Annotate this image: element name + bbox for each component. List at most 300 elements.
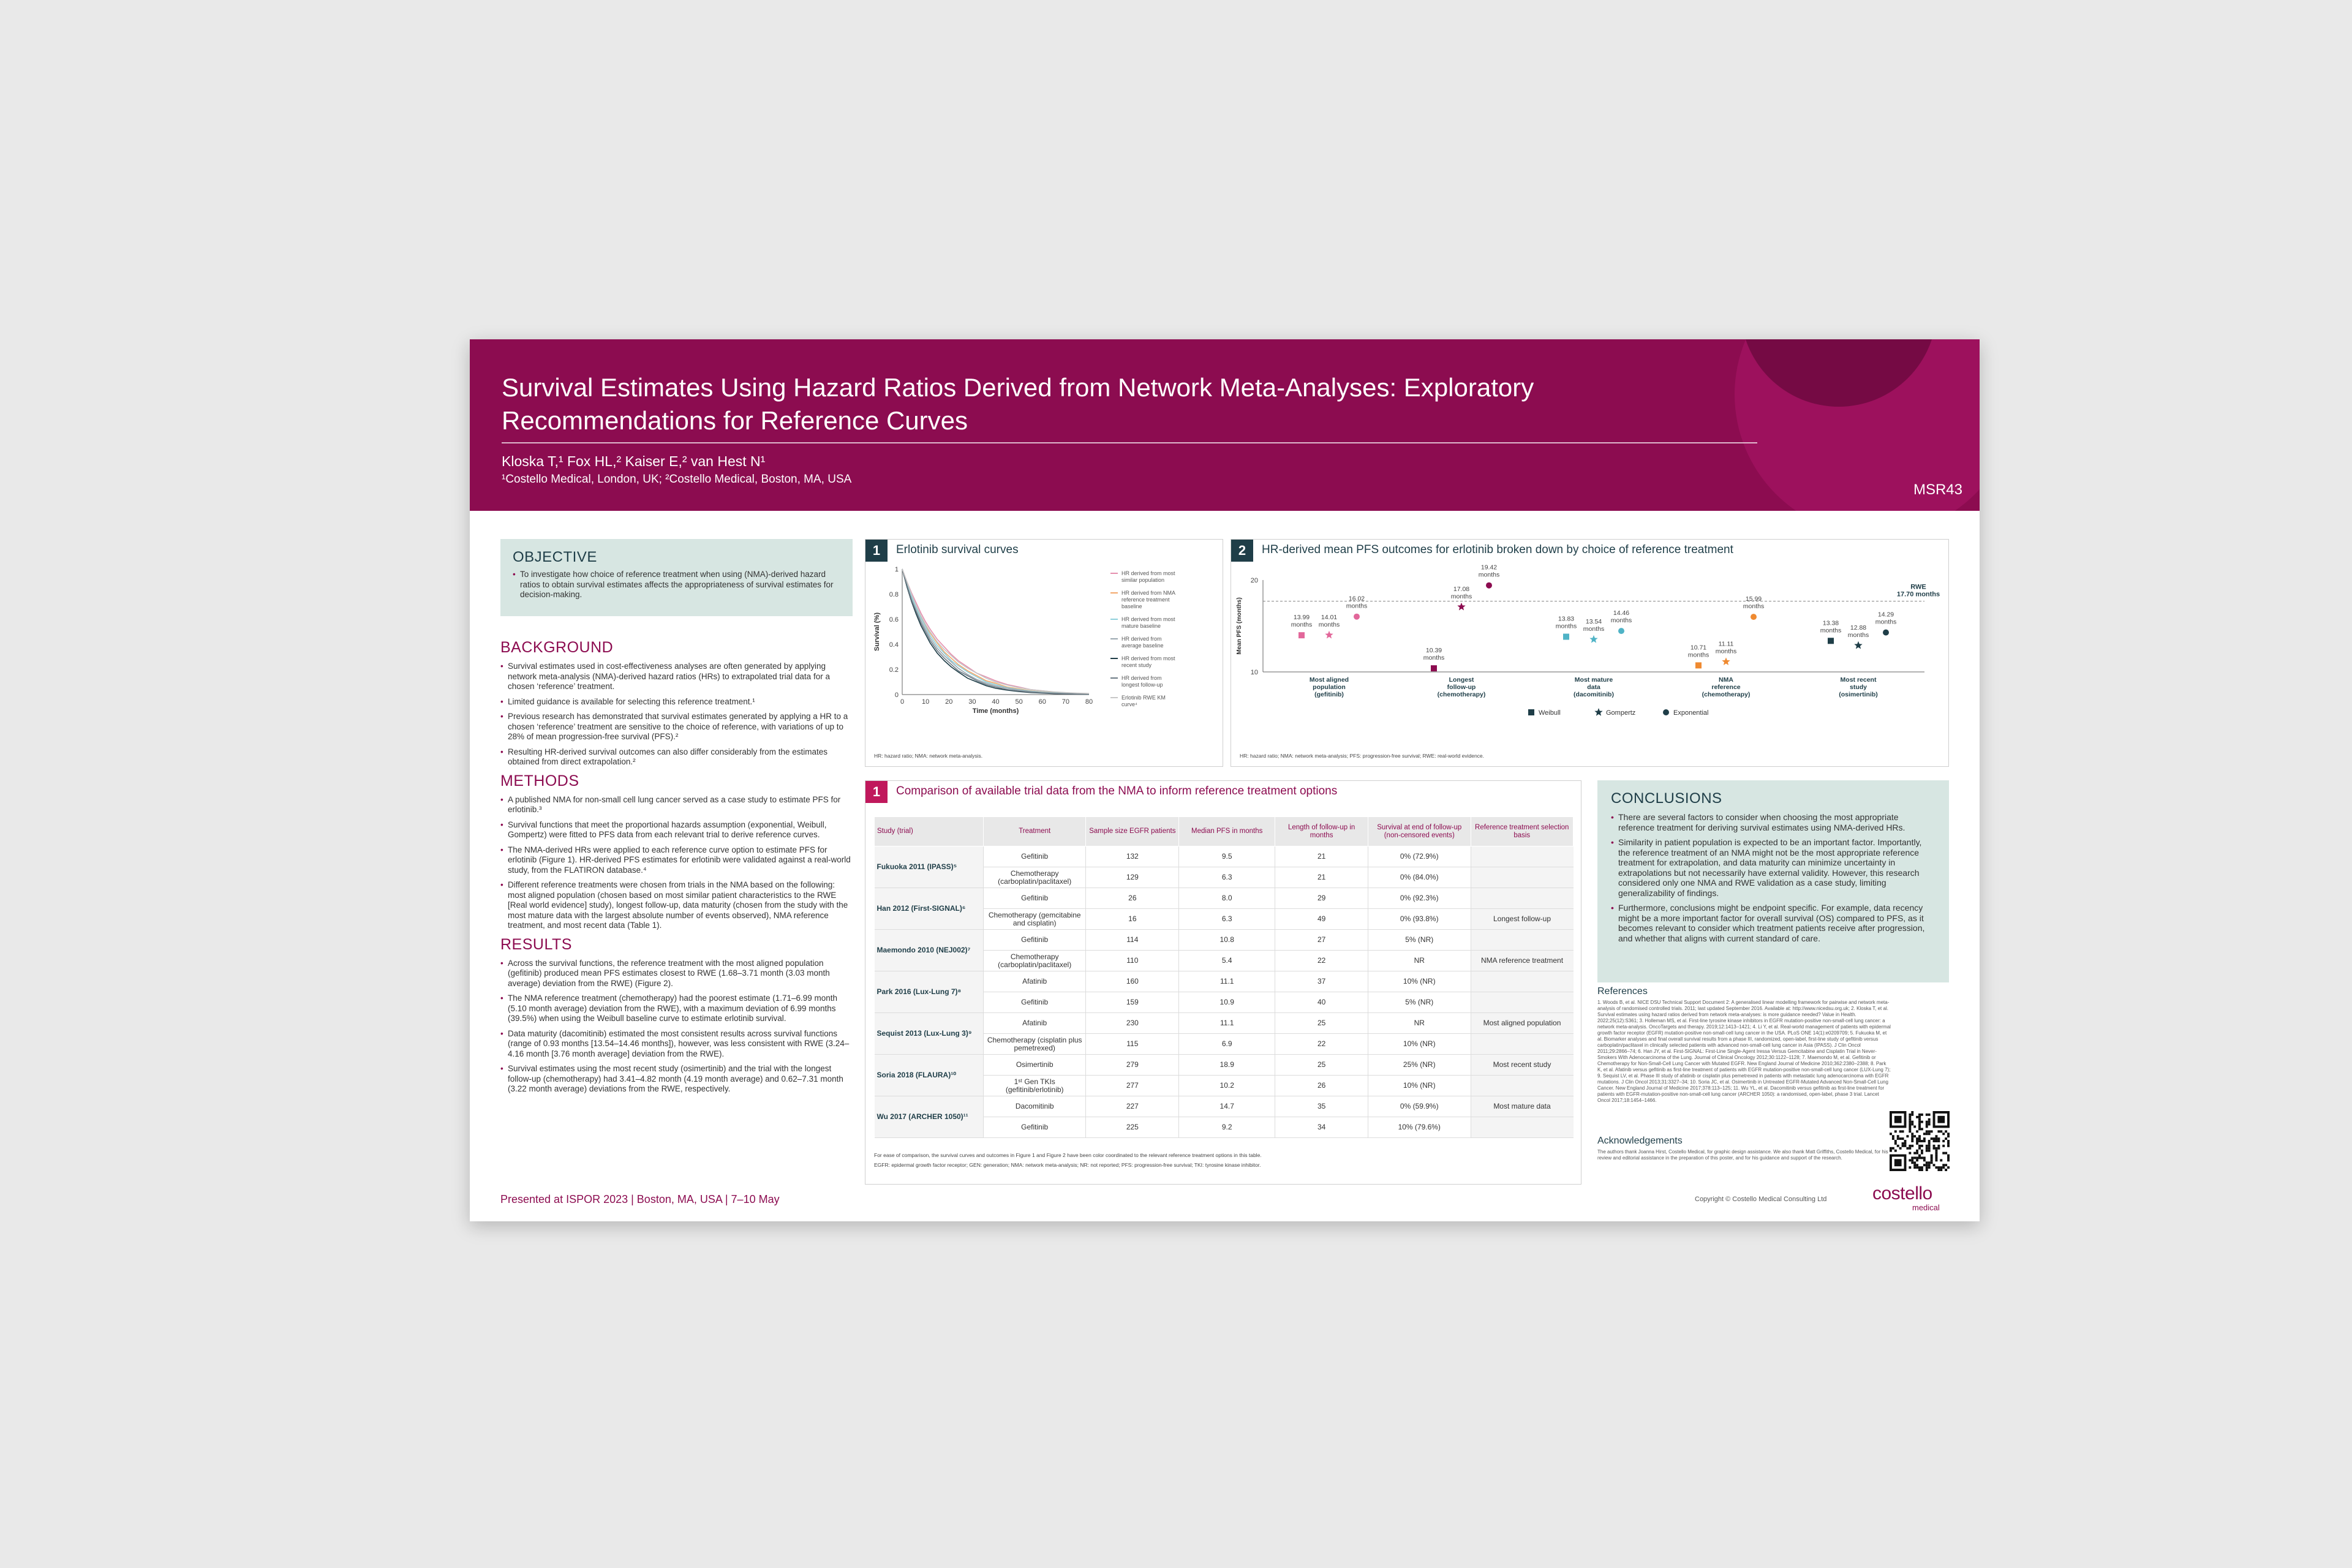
surv-cell: 5% (NR) <box>1368 992 1471 1013</box>
pfs-unit-label: months <box>1555 622 1577 630</box>
qr-module <box>1916 1137 1918 1140</box>
basis-cell: NMA reference treatment <box>1471 951 1574 971</box>
figure-2-footnote: HR: hazard ratio; NMA: network meta-analysis; PFS: progression-free survival; RWE: real-world evidence. <box>1240 753 1485 759</box>
qr-module <box>1916 1164 1918 1166</box>
qr-module <box>1928 1114 1931 1116</box>
pfs-point <box>1722 657 1730 665</box>
qr-module <box>1909 1130 1911 1133</box>
table-header: Survival at end of follow-up (non-censored events) <box>1368 817 1471 846</box>
pfs-value-label: 15.99 <box>1745 595 1762 603</box>
pfs-value-label: 10.39 <box>1425 647 1442 655</box>
legend-label: HR derived from most mature baseline <box>1121 616 1175 629</box>
category-label: data <box>1587 684 1600 691</box>
qr-module <box>1899 1130 1902 1133</box>
qr-module <box>1918 1156 1921 1159</box>
rwe-label: RWE <box>1910 583 1926 591</box>
qr-module <box>1911 1123 1913 1126</box>
qr-module <box>1897 1145 1899 1147</box>
table-row <box>875 1055 1574 1076</box>
pfs-value-label: 17.08 <box>1453 585 1470 593</box>
qr-module <box>1926 1126 1928 1128</box>
pfs-value-label: 19.42 <box>1480 564 1498 571</box>
qr-module <box>1916 1159 1918 1161</box>
qr-module <box>1916 1156 1918 1159</box>
table-row <box>875 888 1574 909</box>
methods-bullet: • A published NMA for non-small cell lung cancer served as a case study to estimate PFS for erlotinib.³ <box>500 795 853 815</box>
qr-module <box>1911 1114 1913 1116</box>
basis-cell <box>1471 992 1574 1013</box>
fu-cell: 29 <box>1275 888 1368 909</box>
surv-cell: 10% (NR) <box>1368 971 1471 992</box>
table-row <box>875 1096 1574 1117</box>
table-row <box>875 846 1574 867</box>
qr-module <box>1928 1161 1931 1164</box>
acknowledgements-heading: Acknowledgements <box>1597 1136 1683 1146</box>
x-tick-label: 50 <box>1015 698 1023 706</box>
qr-module <box>1911 1145 1913 1147</box>
qr-module <box>1926 1114 1928 1116</box>
qr-module <box>1894 1142 1897 1145</box>
qr-module <box>1911 1133 1913 1135</box>
category-label: (dacomitinib) <box>1574 691 1614 698</box>
qr-module <box>1928 1140 1931 1142</box>
fu-cell: 26 <box>1275 1076 1368 1096</box>
category-label: reference <box>1711 684 1741 691</box>
table-row <box>875 1013 1574 1034</box>
qr-module <box>1945 1164 1947 1166</box>
treatment-cell: Gefitinib <box>983 888 1085 909</box>
background-heading: BACKGROUND <box>500 639 614 656</box>
y-tick-label: 0.2 <box>889 666 899 674</box>
qr-module <box>1926 1164 1928 1166</box>
qr-module <box>1933 1147 1936 1150</box>
surv-cell: 25% (NR) <box>1368 1055 1471 1076</box>
qr-module <box>1945 1152 1947 1155</box>
objective-heading: OBJECTIVE <box>513 549 597 565</box>
y-tick-label: 10 <box>1250 669 1258 676</box>
qr-module <box>1894 1130 1897 1133</box>
n-cell: 227 <box>1086 1096 1179 1117</box>
conclusions-heading: CONCLUSIONS <box>1611 790 1722 807</box>
background-bullet: • Limited guidance is available for selecting this reference treatment.¹ <box>500 697 853 707</box>
qr-module <box>1904 1142 1907 1145</box>
x-tick-label: 80 <box>1085 698 1093 706</box>
study-cell: Fukuoka 2011 (IPASS)⁵ <box>875 846 984 888</box>
qr-module <box>1926 1161 1928 1164</box>
pfs-cell: 10.9 <box>1179 992 1275 1013</box>
pfs-value-label: 13.38 <box>1822 619 1839 627</box>
qr-module <box>1909 1145 1911 1147</box>
results-bullet: • Data maturity (dacomitinib) estimated the most consistent results across survival functions (range of 0.93 months [13.54–14.46 months]), however, was less consistent with RWE (3.24–4.16 month [3.76 month average] deviation from the RWE). <box>500 1029 853 1060</box>
fu-cell: 25 <box>1275 1013 1368 1034</box>
qr-module <box>1942 1140 1945 1142</box>
qr-module <box>1947 1166 1950 1169</box>
qr-module <box>1928 1130 1931 1133</box>
qr-module <box>1926 1121 1928 1123</box>
background-bullet: • Survival estimates used in cost-effectiveness analyses are often generated by applying network meta-analysis (NMA)-derived hazard ratios (HRs) to extrapolated trial data for a chosen ‘reference’ treatment. <box>500 662 853 692</box>
qr-module <box>1921 1166 1923 1169</box>
qr-module <box>1935 1137 1937 1140</box>
pfs-cell: 11.1 <box>1179 1013 1275 1034</box>
pfs-value-label: 13.99 <box>1293 614 1310 622</box>
conclusions-bullet: • Furthermore, conclusions might be endpoint specific. For example, data recency might be a more important factor for overall survival (OS) compared to PFS, as it becomes relevant to consider which treatment patients receive after progression, and whether that aligns with current standard of care. <box>1611 903 1936 943</box>
objective-box <box>500 539 853 616</box>
qr-module <box>1931 1156 1933 1159</box>
fu-cell: 37 <box>1275 971 1368 992</box>
basis-cell: Most mature data <box>1471 1096 1574 1117</box>
rwe-value-label: 17.70 months <box>1896 590 1940 598</box>
basis-cell <box>1471 1034 1574 1055</box>
basis-cell: Longest follow-up <box>1471 909 1574 930</box>
results-heading: RESULTS <box>500 935 572 953</box>
qr-module <box>1911 1121 1913 1123</box>
qr-module <box>1926 1150 1928 1152</box>
legend-label: HR derived from most similar population <box>1121 570 1175 583</box>
pfs-unit-label: months <box>1715 647 1737 655</box>
pfs-point <box>1298 632 1305 638</box>
pfs-point <box>1431 665 1437 671</box>
qr-module <box>1935 1140 1937 1142</box>
qr-module <box>1926 1166 1928 1169</box>
qr-module <box>1947 1145 1950 1147</box>
pfs-point <box>1854 641 1862 649</box>
qr-module <box>1945 1169 1947 1171</box>
pfs-cell: 9.2 <box>1179 1117 1275 1138</box>
figure-number-badge: 2 <box>1231 540 1253 562</box>
pfs-value-label: 10.71 <box>1690 644 1707 652</box>
qr-module <box>1918 1155 1921 1157</box>
qr-module <box>1909 1159 1911 1161</box>
category-label: follow-up <box>1447 684 1476 691</box>
qr-module <box>1916 1140 1918 1142</box>
legend-label: HR derived from longest follow-up <box>1121 675 1163 688</box>
qr-module <box>1926 1133 1928 1135</box>
category-label: (osimertinib) <box>1839 691 1878 698</box>
n-cell: 279 <box>1086 1055 1179 1076</box>
pfs-value-label: 13.54 <box>1585 617 1602 625</box>
figure-1-title: Erlotinib survival curves <box>896 543 1019 556</box>
pfs-point <box>1828 638 1834 644</box>
study-cell: Sequist 2013 (Lux-Lung 3)⁹ <box>875 1013 984 1055</box>
results-bullet: • The NMA reference treatment (chemotherapy) had the poorest estimate (1.71–6.99 month (5.10 month average) deviation from the RWE), with a maximum deviation of 6.99 months (39.5%) when using the Weibull baseline curve to estimate erlotinib survival. <box>500 993 853 1024</box>
figure-1-footnote: HR: hazard ratio; NMA: network meta-analysis. <box>874 753 983 759</box>
qr-module <box>1931 1137 1933 1140</box>
qr-module <box>1918 1145 1921 1147</box>
pfs-cell: 5.4 <box>1179 951 1275 971</box>
qr-module <box>1940 1159 1942 1161</box>
qr-module <box>1947 1156 1950 1159</box>
qr-module <box>1909 1123 1911 1126</box>
x-tick-label: 60 <box>1038 698 1046 706</box>
y-axis-label: Mean PFS (months) <box>1236 597 1243 655</box>
references-text: 1. Woods B, et al. NICE DSU Technical Support Document 2: A generalised linear modelling framework for pairwise and network meta-analysis of randomised controlled trials. 2011; last updated September 2016. Available at: http://www.nicedsu.org.uk; 2. Kloska T, et al. Survival estimates using hazard ratios derived from network meta-analyses: is more guidance needed? Value in Health. 2022;25(12):S361; 3. Holleman MS, et al. First-line tyrosine kinase inhibitors in EGFR mutation-positive non-small-cell lung cancer: a network meta-analysis. OncoTargets and therapy. 2019;12:1413–1421; 4. Li Y, et al. Real-world management of patients with epidermal growth factor receptor (EGFR) mutation-positive non-small-cell lung cancer in the USA. PLoS ONE 14(1):e0209709; 5. Fukuoka M, et al. Biomarker analyses and final overall survival results from a phase III, randomized, open-label, first-line study of gefitinib versus carboplatin/paclitaxel in clinically selected patients with advanced non-small-cell lung cancer in Asia (IPASS). J Clin Oncol 2011;29:2866–74; 6. Han JY, et al. First-SIGNAL: First-Line Single-Agent Iressa Versus Gemcitabine and Cisplatin Trial in Never-Smokers With Adenocarcinoma of the Lung. Journal of Clinical Oncology 2012;30:1122–1128; 7. Maemondo M, et al. Gefitinib or Chemotherapy for Non-Small-Cell Lung Cancer with Mutated EGFR. New England Journal of Medicine 2010;362:2380–2388; 8. Park K, et al. Afatinib versus gefitinib as first-line treatment of patients with EGFR mutation-positive non-small-cell lung cancer (LUX-Lung 7); 9. Sequist LV, et al. Phase III study of afatinib or cisplatin plus pemetrexed in patients with metastatic lung adenocarcinoma with EGFR mutations. J Clin Oncol 2013;31:3327–34; 10. Soria JC, et al. Osimertinib in Untreated EGFR-Mutated Advanced Non-Small-Cell Lung Cancer. New England Journal of Medicine 2017;378:113–125; 11. Wu YL, et al. Dacomitinib versus gefitinib as first-line treatment for patients with EGFR-mutation-positive non-small-cell lung cancer (ARCHER 1050): a randomised, open-label, phase 3 trial. Lancet Oncol 2017;18:1454–1466. <box>1597 1000 1891 1103</box>
pfs-cell: 10.2 <box>1179 1076 1275 1096</box>
qr-module <box>1916 1116 1918 1118</box>
qr-module <box>1890 1150 1892 1152</box>
qr-module <box>1918 1147 1921 1150</box>
qr-code-icon[interactable] <box>1890 1111 1950 1171</box>
qr-module <box>1918 1128 1921 1130</box>
basis-cell: Most aligned population <box>1471 1013 1574 1034</box>
qr-module <box>1909 1126 1911 1128</box>
qr-module <box>1916 1150 1918 1152</box>
background-bullet: • Resulting HR-derived survival outcomes can also differ considerably from the estimates obtained from direct extrapolation.² <box>500 747 853 767</box>
basis-cell <box>1471 971 1574 992</box>
x-tick-label: 20 <box>945 698 953 706</box>
basis-cell <box>1471 888 1574 909</box>
qr-module <box>1904 1145 1907 1147</box>
pfs-point <box>1589 635 1597 643</box>
n-cell: 160 <box>1086 971 1179 992</box>
y-tick-label: 0 <box>894 692 899 699</box>
qr-module <box>1913 1126 1916 1128</box>
treatment-cell: Gefitinib <box>983 846 1085 867</box>
qr-module <box>1892 1137 1894 1140</box>
left-column <box>500 636 853 1099</box>
fu-cell: 21 <box>1275 846 1368 867</box>
qr-module <box>1913 1156 1916 1159</box>
n-cell: 132 <box>1086 846 1179 867</box>
qr-module <box>1935 1135 1937 1137</box>
presented-at: Presented at ISPOR 2023 | Boston, MA, USA | 7–10 May <box>500 1193 780 1205</box>
qr-finder <box>1937 1116 1945 1123</box>
references-section <box>1597 986 1891 1104</box>
qr-module <box>1928 1121 1931 1123</box>
qr-module <box>1911 1159 1913 1161</box>
category-label: (gefitinib) <box>1314 691 1344 698</box>
qr-module <box>1913 1161 1916 1164</box>
surv-cell: 0% (59.9%) <box>1368 1096 1471 1117</box>
conclusions-bullet: • There are several factors to consider when choosing the most appropriate reference treatment for deriving survival estimates using NMA-derived HRs. <box>1611 812 1936 832</box>
costello-logo: costello <box>1872 1183 1932 1204</box>
pfs-unit-label: months <box>1291 621 1313 629</box>
pfs-point <box>1457 603 1465 611</box>
pfs-unit-label: months <box>1478 571 1500 579</box>
treatment-cell: Chemotherapy (cisplatin plus pemetrexed) <box>983 1034 1085 1055</box>
survival-curve-line <box>902 569 1089 693</box>
qr-module <box>1913 1166 1916 1169</box>
qr-module <box>1942 1164 1945 1166</box>
qr-module <box>1937 1169 1940 1171</box>
x-tick-label: 70 <box>1061 698 1069 706</box>
qr-module <box>1937 1145 1940 1147</box>
qr-module <box>1921 1169 1923 1171</box>
table-header: Length of follow-up in months <box>1275 817 1368 846</box>
basis-cell <box>1471 1076 1574 1096</box>
qr-module <box>1894 1140 1897 1142</box>
qr-module <box>1890 1147 1892 1150</box>
surv-cell: NR <box>1368 1013 1471 1034</box>
qr-module <box>1928 1150 1931 1152</box>
n-cell: 110 <box>1086 951 1179 971</box>
qr-module <box>1931 1159 1933 1161</box>
qr-module <box>1931 1155 1933 1157</box>
methods-heading: METHODS <box>500 772 579 790</box>
qr-module <box>1911 1156 1913 1159</box>
qr-module <box>1906 1135 1909 1137</box>
qr-module <box>1933 1164 1936 1166</box>
copyright: Copyright © Costello Medical Consulting Ltd <box>1695 1196 1827 1203</box>
treatment-cell: Chemotherapy (gemcitabine and cisplatin) <box>983 909 1085 930</box>
surv-cell: 0% (72.9%) <box>1368 846 1471 867</box>
qr-module <box>1909 1121 1911 1123</box>
treatment-cell: Gefitinib <box>983 992 1085 1013</box>
fu-cell: 49 <box>1275 909 1368 930</box>
qr-module <box>1940 1166 1942 1169</box>
x-axis-label: Time (months) <box>972 707 1019 715</box>
qr-module <box>1921 1152 1923 1155</box>
pfs-unit-label: months <box>1318 620 1340 628</box>
qr-module <box>1904 1140 1907 1142</box>
qr-module <box>1931 1130 1933 1133</box>
conclusions-list <box>1611 812 1936 943</box>
qr-module <box>1947 1142 1950 1145</box>
title-divider <box>502 442 1757 443</box>
qr-finder <box>1894 1159 1902 1166</box>
table-footnote: EGFR: epidermal growth factor receptor; GEN: generation; NMA: network meta-analysis; NR: not reported; PFS: progression-free survival; TKI: tyrosine kinase inhibitor. <box>874 1162 1261 1168</box>
qr-module <box>1923 1133 1926 1135</box>
category-label: (chemotherapy) <box>1702 691 1751 698</box>
x-tick-label: 40 <box>992 698 1000 706</box>
qr-module <box>1945 1130 1947 1133</box>
qr-module <box>1926 1145 1928 1147</box>
basis-cell: Most recent study <box>1471 1055 1574 1076</box>
qr-module <box>1921 1150 1923 1152</box>
qr-module <box>1926 1169 1928 1171</box>
background-bullet: • Previous research has demonstrated that survival estimates generated by applying a HR to a chosen ‘reference’ treatment are sensitive to the choice of reference, with variations of up to 28% of mean progression-free survival (PFS).² <box>500 712 853 742</box>
qr-module <box>1897 1135 1899 1137</box>
n-cell: 26 <box>1086 888 1179 909</box>
qr-module <box>1921 1121 1923 1123</box>
qr-module <box>1921 1140 1923 1142</box>
qr-module <box>1918 1135 1921 1137</box>
table-1-title: Comparison of available trial data from the NMA to inform reference treatment options <box>896 785 1338 797</box>
qr-module <box>1933 1145 1936 1147</box>
table-header: Study (trial) <box>875 817 984 846</box>
methods-bullet: • Different reference treatments were chosen from trials in the NMA based on the following: most aligned population (chosen based on most similar patient characteristics to the RWE [Real world evidence] study), longest follow-up, data maturity (chosen from the study with the most mature data with the largest absolute number of events observed), NMA reference treatment, and most recent data (Table 1). <box>500 880 853 931</box>
qr-module <box>1942 1133 1945 1135</box>
treatment-cell: Gefitinib <box>983 1117 1085 1138</box>
qr-module <box>1937 1130 1940 1133</box>
legend-label: Gompertz <box>1606 709 1636 717</box>
authors: Kloska T,¹ Fox HL,² Kaiser E,² van Hest N¹ <box>502 453 766 469</box>
surv-cell: 10% (NR) <box>1368 1034 1471 1055</box>
poster <box>470 339 1980 1221</box>
qr-module <box>1935 1152 1937 1155</box>
qr-module <box>1928 1147 1931 1150</box>
qr-module <box>1902 1137 1904 1140</box>
treatment-cell: Afatinib <box>983 971 1085 992</box>
n-cell: 114 <box>1086 930 1179 951</box>
conclusions-box <box>1597 780 1949 982</box>
qr-module <box>1918 1140 1921 1142</box>
pfs-unit-label: months <box>1610 617 1632 625</box>
table-row <box>875 930 1574 951</box>
y-tick-label: 0.8 <box>889 591 899 598</box>
qr-module <box>1923 1140 1926 1142</box>
study-cell: Soria 2018 (FLAURA)¹⁰ <box>875 1055 984 1096</box>
qr-module <box>1909 1128 1911 1130</box>
pfs-point <box>1751 614 1757 620</box>
qr-module <box>1918 1114 1921 1116</box>
qr-module <box>1909 1152 1911 1155</box>
study-cell: Maemondo 2010 (NEJ002)⁷ <box>875 930 984 971</box>
pfs-unit-label: months <box>1423 654 1445 662</box>
qr-module <box>1923 1159 1926 1161</box>
qr-module <box>1918 1166 1921 1169</box>
y-tick-label: 20 <box>1250 577 1258 584</box>
qr-finder <box>1894 1116 1902 1123</box>
surv-cell: 5% (NR) <box>1368 930 1471 951</box>
results-bullet: • Across the survival functions, the reference treatment with the most aligned population (gefitinib) produced mean PFS estimates closest to RWE (1.68–3.71 month (3.03 month average) deviation from the RWE) (Figure 2). <box>500 959 853 989</box>
n-cell: 159 <box>1086 992 1179 1013</box>
study-cell: Park 2016 (Lux-Lung 7)⁸ <box>875 971 984 1013</box>
costello-logo-sub: medical <box>1912 1203 1940 1212</box>
legend-label: Erlotinib RWE KM curve⁴ <box>1121 695 1166 707</box>
pfs-cell: 18.9 <box>1179 1055 1275 1076</box>
references-heading: References <box>1597 986 1648 997</box>
figure-1-panel <box>865 539 1223 767</box>
pfs-outcomes-chart <box>1231 564 1948 748</box>
qr-module <box>1916 1130 1918 1133</box>
surv-cell: 0% (93.8%) <box>1368 909 1471 930</box>
pfs-value-label: 14.46 <box>1613 609 1630 617</box>
fu-cell: 22 <box>1275 1034 1368 1055</box>
fu-cell: 40 <box>1275 992 1368 1013</box>
qr-module <box>1913 1152 1916 1155</box>
pfs-point <box>1618 628 1624 634</box>
qr-module <box>1918 1137 1921 1140</box>
qr-module <box>1928 1133 1931 1135</box>
surv-cell: NR <box>1368 951 1471 971</box>
surv-cell: 0% (84.0%) <box>1368 867 1471 888</box>
surv-cell: 10% (79.6%) <box>1368 1117 1471 1138</box>
category-label: Most recent <box>1840 676 1877 684</box>
pfs-cell: 6.3 <box>1179 867 1275 888</box>
n-cell: 16 <box>1086 909 1179 930</box>
treatment-cell: Chemotherapy (carboplatin/paclitaxel) <box>983 951 1085 971</box>
qr-module <box>1928 1142 1931 1145</box>
category-label: (chemotherapy) <box>1437 691 1486 698</box>
qr-module <box>1935 1159 1937 1161</box>
poster-id: MSR43 <box>1913 481 1962 498</box>
n-cell: 230 <box>1086 1013 1179 1034</box>
pfs-value-label: 11.11 <box>1718 640 1734 648</box>
qr-module <box>1918 1121 1921 1123</box>
qr-module <box>1947 1133 1950 1135</box>
qr-module <box>1909 1166 1911 1169</box>
affiliations: ¹Costello Medical, London, UK; ²Costello Medical, Boston, MA, USA <box>502 473 852 486</box>
category-label: population <box>1313 684 1346 691</box>
fu-cell: 27 <box>1275 930 1368 951</box>
qr-module <box>1937 1140 1940 1142</box>
qr-module <box>1933 1140 1936 1142</box>
objective-list <box>513 570 840 600</box>
qr-module <box>1916 1152 1918 1155</box>
qr-module <box>1945 1137 1947 1140</box>
legend-label: HR derived from most recent study <box>1121 655 1175 668</box>
legend-marker <box>1663 709 1669 715</box>
qr-module <box>1923 1164 1926 1166</box>
y-tick-label: 0.6 <box>889 616 899 624</box>
qr-module <box>1937 1147 1940 1150</box>
qr-module <box>1947 1140 1950 1142</box>
pfs-cell: 6.3 <box>1179 909 1275 930</box>
legend-label: HR derived from NMA reference treatment baseline <box>1121 590 1176 609</box>
qr-module <box>1928 1166 1931 1169</box>
qr-module <box>1935 1156 1937 1159</box>
figure-number-badge: 1 <box>865 540 888 562</box>
